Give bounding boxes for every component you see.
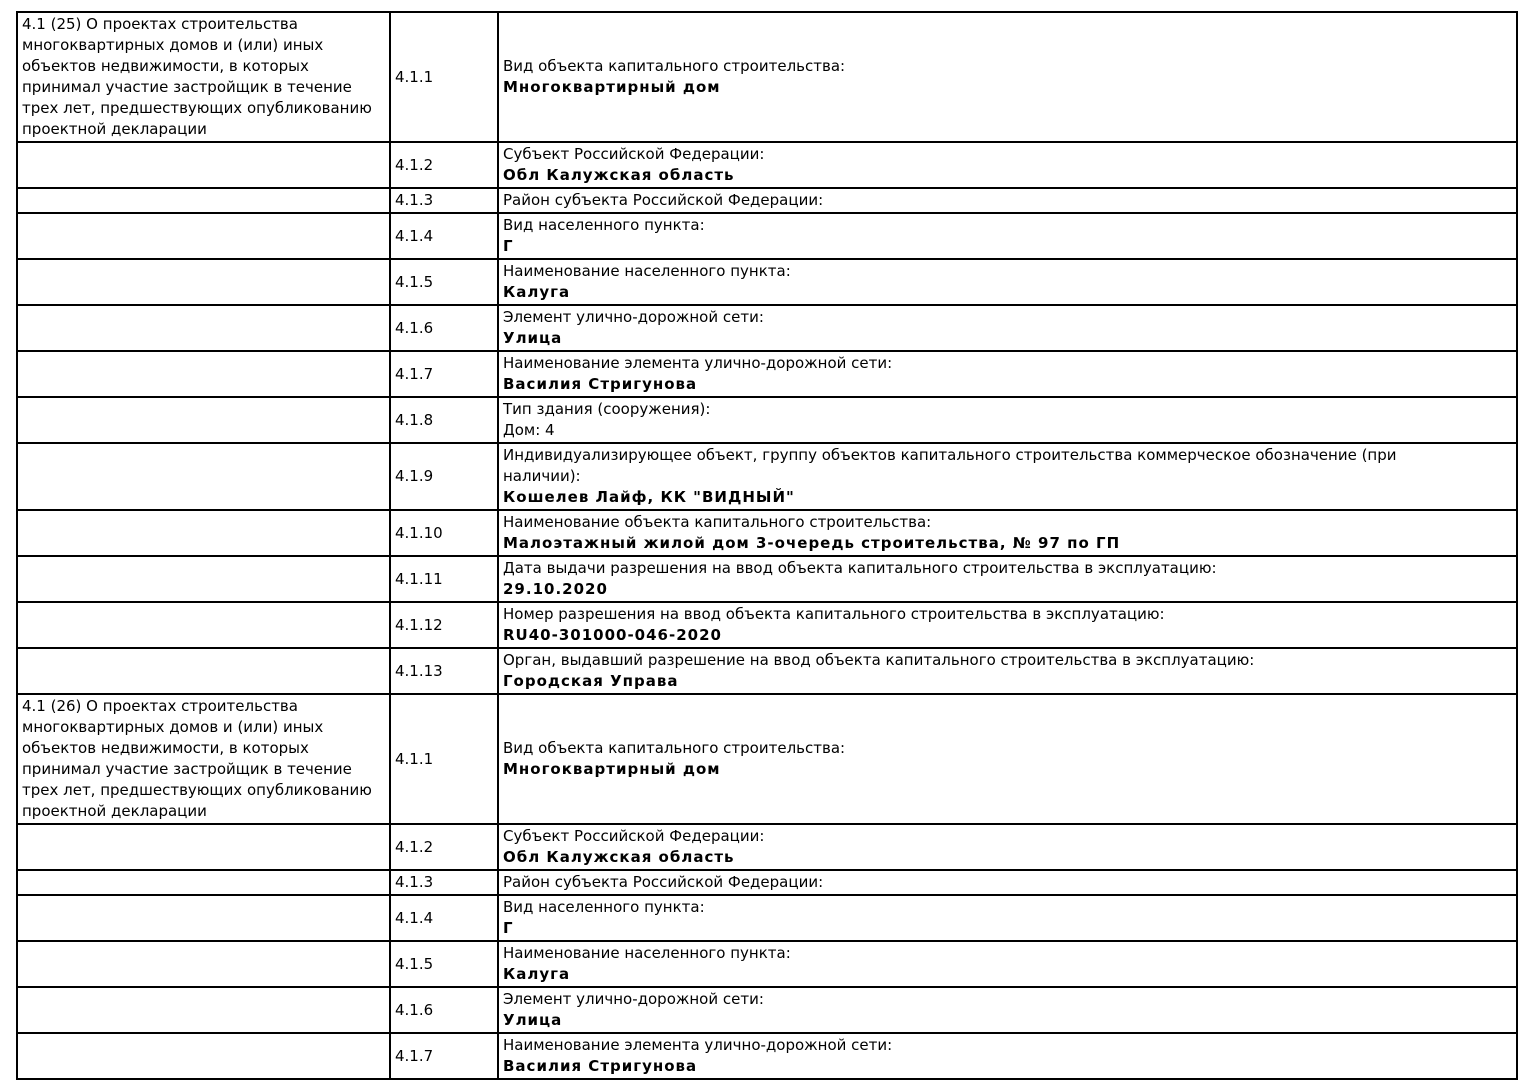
row-number-cell: 4.1.11: [390, 556, 498, 602]
table-row: [17, 895, 1517, 941]
row-content-cell: [498, 397, 1517, 443]
row-content-cell: [498, 648, 1517, 694]
row-content-cell: [498, 351, 1517, 397]
field-value: 29.10.2020: [503, 580, 608, 598]
table-row: [17, 213, 1517, 259]
row-content-cell: [498, 305, 1517, 351]
row-content-cell: [498, 694, 1517, 824]
section-description-empty-cell: [17, 397, 390, 443]
field-value: Малоэтажный жилой дом 3-очередь строительства, № 97 по ГП: [503, 534, 1121, 552]
section-description-cell: [17, 694, 390, 824]
row-content-cell: [498, 259, 1517, 305]
declaration-table: [16, 11, 1518, 1080]
table-row: [17, 694, 1517, 824]
field-value: Многоквартирный дом: [503, 760, 721, 778]
field-value: Обл Калужская область: [503, 166, 735, 184]
field-label: Наименование населенного пункта:: [503, 944, 791, 962]
row-number-cell: 4.1.1: [390, 694, 498, 824]
section-description-empty-cell: [17, 987, 390, 1033]
row-content-cell: [498, 941, 1517, 987]
table-row: [17, 443, 1517, 510]
field-value: Калуга: [503, 283, 571, 301]
field-label: Элемент улично-дорожной сети:: [503, 990, 764, 1008]
row-content-cell: [498, 987, 1517, 1033]
field-label: Вид населенного пункта:: [503, 898, 705, 916]
field-label: Дата выдачи разрешения на ввод объекта капитального строительства в эксплуатацию:: [503, 559, 1217, 577]
section-description-empty-cell: [17, 305, 390, 351]
row-content-cell: [498, 602, 1517, 648]
row-content-cell: [498, 12, 1517, 142]
table-row: [17, 12, 1517, 142]
row-content-cell: [498, 142, 1517, 188]
section-description-cell: [17, 12, 390, 142]
table-row: [17, 142, 1517, 188]
field-label: Район субъекта Российской Федерации:: [503, 873, 824, 891]
row-number-cell: 4.1.5: [390, 941, 498, 987]
field-label: Номер разрешения на ввод объекта капитального строительства в эксплуатацию:: [503, 605, 1165, 623]
table-row: [17, 351, 1517, 397]
table-row: [17, 870, 1517, 895]
row-number-cell: 4.1.1: [390, 12, 498, 142]
table-row: [17, 602, 1517, 648]
field-label: Вид объекта капитального строительства:: [503, 57, 846, 75]
row-number-cell: 4.1.7: [390, 1033, 498, 1079]
field-label: Наименование элемента улично-дорожной сети:: [503, 354, 893, 372]
table-row: [17, 1033, 1517, 1079]
field-label: Тип здания (сооружения):: [503, 400, 711, 418]
table-row: [17, 259, 1517, 305]
section-description-empty-cell: [17, 510, 390, 556]
field-value: Василия Стригунова: [503, 375, 698, 393]
row-content-cell: [498, 188, 1517, 213]
section-description-empty-cell: [17, 941, 390, 987]
row-number-cell: 4.1.2: [390, 142, 498, 188]
section-description: 4.1 (26) О проектах строительства многоквартирных домов и (или) иных объектов недвижимости, в которых принимал участие застройщик в течение трех лет, предшествующих опубликованию проектной декларации: [22, 697, 372, 820]
row-number-cell: 4.1.5: [390, 259, 498, 305]
table-row: [17, 188, 1517, 213]
field-value: Г: [503, 919, 514, 937]
section-description-empty-cell: [17, 443, 390, 510]
section-description-empty-cell: [17, 259, 390, 305]
row-content-cell: [498, 556, 1517, 602]
section-description-empty-cell: [17, 213, 390, 259]
section-description-empty-cell: [17, 142, 390, 188]
section-description-empty-cell: [17, 870, 390, 895]
row-content-cell: [498, 213, 1517, 259]
row-number-cell: 4.1.9: [390, 443, 498, 510]
row-content-cell: [498, 443, 1517, 510]
section-description-empty-cell: [17, 895, 390, 941]
field-value: Г: [503, 237, 514, 255]
section-description-empty-cell: [17, 602, 390, 648]
table-row: [17, 305, 1517, 351]
row-number-cell: 4.1.6: [390, 987, 498, 1033]
row-content-cell: [498, 870, 1517, 895]
section-description-empty-cell: [17, 351, 390, 397]
field-label: Район субъекта Российской Федерации:: [503, 191, 824, 209]
field-label: Вид объекта капитального строительства:: [503, 739, 846, 757]
field-value: RU40-301000-046-2020: [503, 626, 722, 644]
field-value: Дом: 4: [503, 421, 555, 439]
table-row: [17, 510, 1517, 556]
field-label: Индивидуализирующее объект, группу объектов капитального строительства коммерческое обозначение (при наличии):: [503, 446, 1397, 485]
field-label: Элемент улично-дорожной сети:: [503, 308, 764, 326]
row-content-cell: [498, 510, 1517, 556]
row-number-cell: 4.1.3: [390, 188, 498, 213]
row-content-cell: [498, 895, 1517, 941]
field-value: Улица: [503, 329, 563, 347]
table-row: [17, 987, 1517, 1033]
row-number-cell: 4.1.3: [390, 870, 498, 895]
row-number-cell: 4.1.13: [390, 648, 498, 694]
section-description-empty-cell: [17, 188, 390, 213]
row-number-cell: 4.1.4: [390, 895, 498, 941]
field-label: Субъект Российской Федерации:: [503, 827, 765, 845]
table-row: [17, 824, 1517, 870]
section-description-empty-cell: [17, 556, 390, 602]
table-row: [17, 648, 1517, 694]
field-label: Наименование объекта капитального строительства:: [503, 513, 932, 531]
field-value: Многоквартирный дом: [503, 78, 721, 96]
row-number-cell: 4.1.10: [390, 510, 498, 556]
section-description-empty-cell: [17, 824, 390, 870]
field-label: Наименование населенного пункта:: [503, 262, 791, 280]
table-row: [17, 941, 1517, 987]
table-row: [17, 556, 1517, 602]
field-value: Калуга: [503, 965, 571, 983]
field-value: Василия Стригунова: [503, 1057, 698, 1075]
field-label: Орган, выдавший разрешение на ввод объекта капитального строительства в эксплуатацию:: [503, 651, 1255, 669]
row-content-cell: [498, 1033, 1517, 1079]
row-number-cell: 4.1.2: [390, 824, 498, 870]
row-number-cell: 4.1.4: [390, 213, 498, 259]
field-label: Наименование элемента улично-дорожной сети:: [503, 1036, 893, 1054]
row-number-cell: 4.1.12: [390, 602, 498, 648]
field-label: Вид населенного пункта:: [503, 216, 705, 234]
row-content-cell: [498, 824, 1517, 870]
row-number-cell: 4.1.7: [390, 351, 498, 397]
field-value: Кошелев Лайф, КК "ВИДНЫЙ": [503, 488, 795, 506]
row-number-cell: 4.1.8: [390, 397, 498, 443]
section-description: 4.1 (25) О проектах строительства многоквартирных домов и (или) иных объектов недвижимости, в которых принимал участие застройщик в течение трех лет, предшествующих опубликованию проектной декларации: [22, 15, 372, 138]
section-description-empty-cell: [17, 648, 390, 694]
section-description-empty-cell: [17, 1033, 390, 1079]
table-row: [17, 397, 1517, 443]
field-label: Субъект Российской Федерации:: [503, 145, 765, 163]
field-value: Улица: [503, 1011, 563, 1029]
row-number-cell: 4.1.6: [390, 305, 498, 351]
field-value: Городская Управа: [503, 672, 679, 690]
field-value: Обл Калужская область: [503, 848, 735, 866]
